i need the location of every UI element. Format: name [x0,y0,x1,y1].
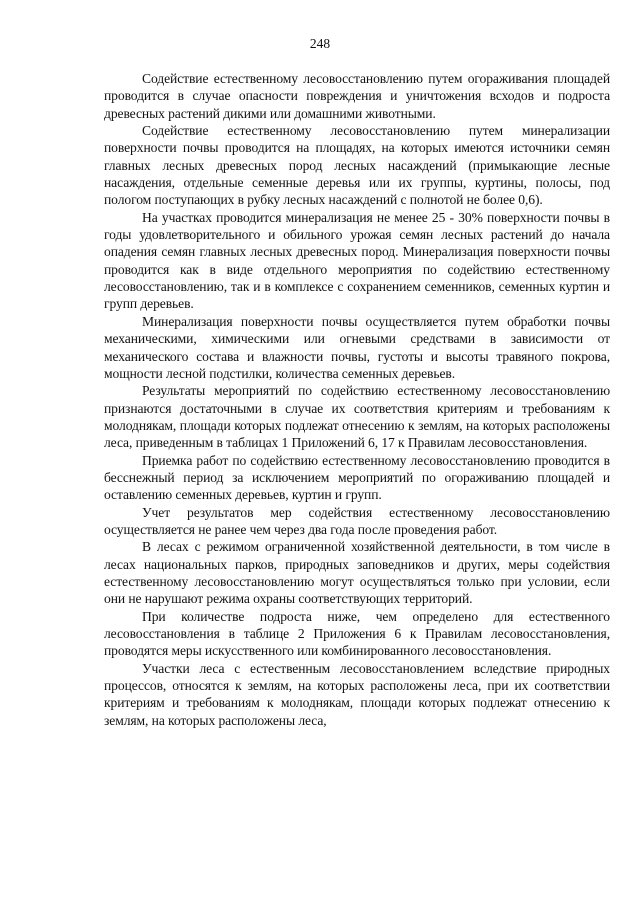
paragraph: При количестве подроста ниже, чем определено для естественного лесовосстановления в таблице 2 Приложения 6 к Правилам лесовосстановления, проводятся меры искусственного или комбинированного лесовосстановления. [104,608,610,659]
paragraph: В лесах с режимом ограниченной хозяйственной деятельности, в том числе в лесах национальных парков, природных заповедников и других, меры содействия естественному лесовосстановлению могут осуществляться только при условии, если они не нарушают режима охраны соответствующих территорий. [104,539,610,607]
paragraph: На участках проводится минерализация не менее 25 - 30% поверхности почвы в годы удовлетворительного и обильного урожая семян лесных растений до начала опадения семян главных лесных древесных пород. Минерализация поверхности почвы проводится как в виде отдельного мероприятия по содействию естественному лесовосстановлению, так и в комплексе с сохранением семенников, семенных куртин и групп деревьев. [104,209,610,312]
paragraph: Содействие естественному лесовосстановлению путем огораживания площадей проводится в случае опасности повреждения и уничтожения всходов и подроста древесных растений дикими или домашними животными. [104,71,610,121]
document-body [104,70,610,729]
paragraph: Минерализация поверхности почвы осуществляется путем обработки почвы механическими, химическими или огневыми средствами в зависимости от механического состава и влажности почвы, густоты и высоты травяного покрова, мощности лесной подстилки, количества семенных деревьев. [104,313,610,381]
paragraph: Содействие естественному лесовосстановлению путем минерализации поверхности почвы проводится на площадях, на которых имеются источники семян главных лесных древесных пород лесных насаждений (примыкающие лесные насаждения, отдельные семенные деревья или их группы, куртины, полосы, под пологом поступающих в рубку лесных насаждений с полнотой не более 0,6). [104,123,610,208]
paragraph: Приемка работ по содействию естественному лесовосстановлению проводится в бесснежный период за исключением мероприятий по огораживанию площадей и оставлению семенных деревьев, куртин и групп. [104,452,610,503]
paragraph: Результаты мероприятий по содействию естественному лесовосстановлению признаются достаточными в случае их соответствия критериям и требованиям к молоднякам, площади которых подлежат отнесению к землям, на которых расположены леса, приведенным в таблицах 1 Приложений 6, 17 к Правилам лесовосстановления. [104,383,610,451]
page-number: 248 [309,36,331,51]
paragraph: Участки леса с естественным лесовосстановлением вследствие природных процессов, относятся к землям, на которых расположены леса, при их соответствии критериям и требованиям к молоднякам, площади которых подлежат отнесению к землям, на которых расположены леса, [104,660,610,728]
paragraph: Учет результатов мер содействия естественному лесовосстановлению осуществляется не ранее чем через два года после проведения работ. [104,504,610,537]
